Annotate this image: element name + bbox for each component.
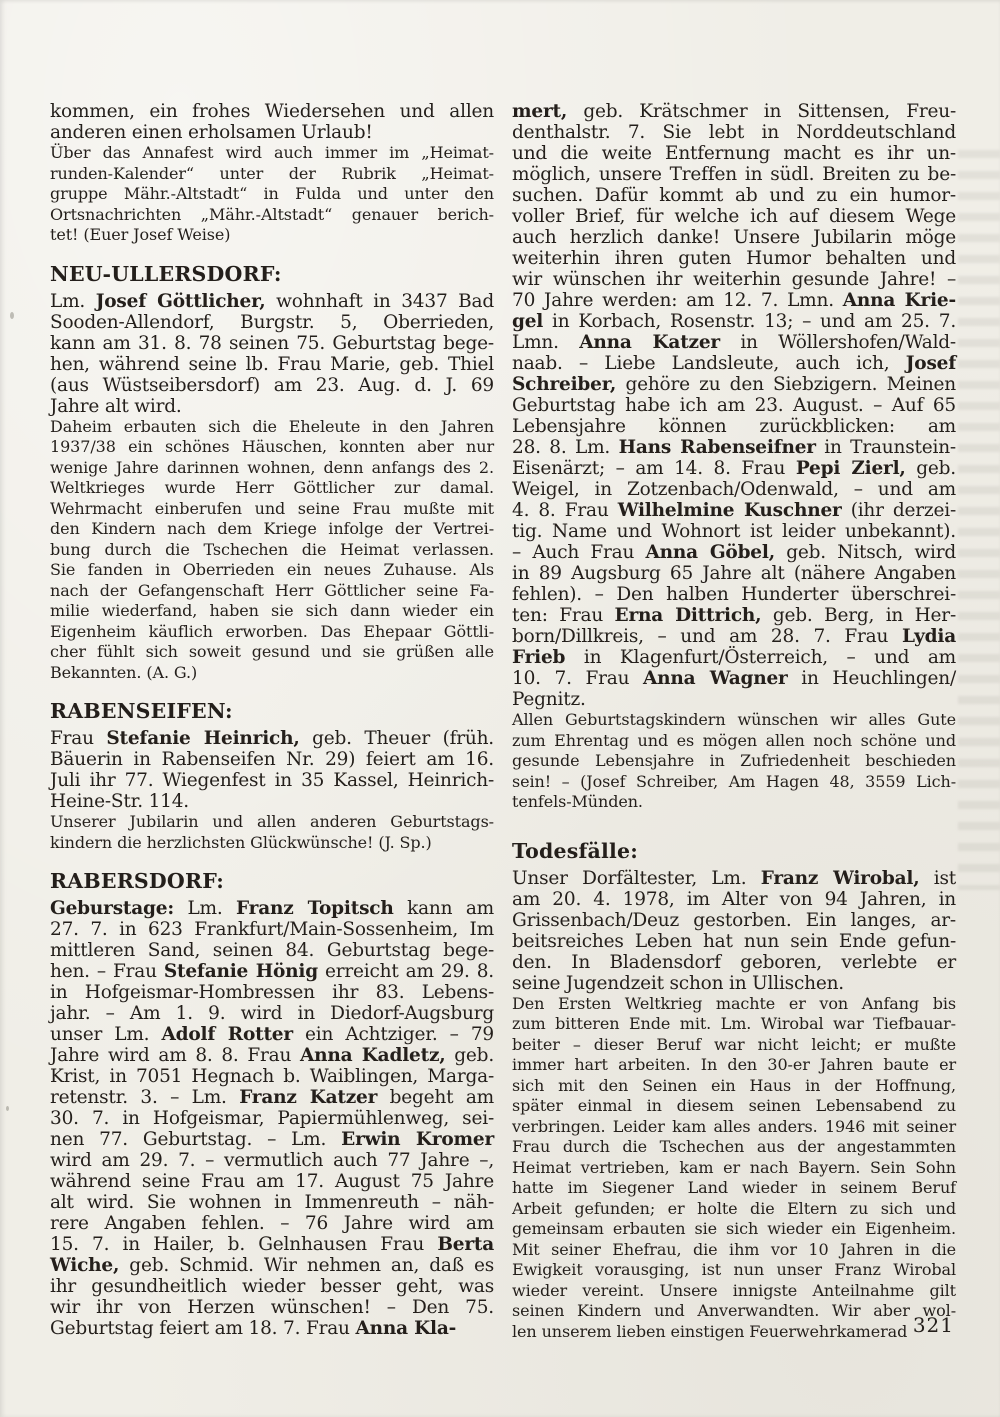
text-line: – Auch Frau Anna Göbel, geb. Nitsch, wird (512, 542, 956, 563)
page-number: 321 (912, 1313, 954, 1337)
text-line: Geburstage: Lm. Franz Topitsch kann am (50, 898, 494, 919)
text-line: verbringen. Leider kam alles anders. 1946 mit seiner (512, 1116, 956, 1136)
text-line: Juli ihr 77. Wiegenfest in 35 Kassel, Heinrich- (50, 770, 494, 791)
text-line: beitsreiches Leben hat nun sein Ende gefun- (512, 930, 956, 952)
left-text-column (50, 101, 494, 1339)
text-line: weiterhin ihren guten Humor behalten und (512, 248, 956, 269)
text-line: Unserer Jubilarin und allen anderen Geburtstags- (50, 812, 494, 831)
text-line: unser Lm. Adolf Rotter ein Achtziger. – 79 (50, 1024, 494, 1045)
text-line: in Hofgeismar-Hombressen ihr 83. Lebens- (50, 982, 494, 1003)
text-line: tet! (Euer Josef Weise) (50, 225, 231, 244)
text-line: Heimat vertrieben, kam er nach Bayern. Sein Sohn (512, 1157, 956, 1177)
paragraph (50, 291, 494, 417)
text-line: Bekannten. (A. G.) (50, 662, 198, 682)
right-text-column (512, 101, 956, 1342)
text-line: gruppe Mähr.-Altstadt“ in Fulda und unter den (50, 184, 494, 203)
text-line: Frau Stefanie Heinrich, geb. Theuer (früh. (50, 728, 494, 749)
text-line: born/Dillkreis, – und am 28. 7. Frau Lydia (512, 626, 956, 647)
text-line: gesunde Lebensjahre in Zufriedenheit beschieden (512, 751, 956, 770)
text-line: tenfels-Münden. (512, 792, 643, 811)
text-line: 30. 7. in Hofgeismar, Papiermühlenweg, sei- (50, 1108, 494, 1129)
text-line: kommen, ein frohes Wiedersehen und allen (50, 101, 494, 122)
text-line: wir wünschen ihr weiterhin gesunde Jahre! – (512, 269, 956, 290)
paragraph (512, 101, 956, 710)
text-line: Frieb in Klagenfurt/Österreich, – und am (512, 647, 956, 668)
text-line: sich mit den Seinen ein Haus in der Hoffnung, (512, 1075, 956, 1095)
text-line: runden-Kalender“ unter der Rubrik „Heimat- (50, 163, 494, 183)
text-line: Jahre wird am 8. 8. Frau Anna Kadletz, geb. (50, 1045, 495, 1066)
text-line: Ewigkeit vorausging, ist nun unser Franz Wirobal (512, 1260, 956, 1279)
paragraph (512, 994, 956, 1343)
text-line: mittleren Sand, seinen 84. Geburtstag bege- (50, 940, 494, 961)
text-line: Eigenheim käuflich erworben. Das Ehepaar Göttli- (50, 621, 494, 641)
text-line: tig. Name und Wohnort ist leider unbekannt). (512, 521, 956, 542)
text-line: hen. – Frau Stefanie Hönig erreicht am 29. 8. (50, 961, 494, 982)
text-line: den Kindern nach dem Kriege infolge der Vertrei- (50, 519, 494, 538)
text-line: Heine-Str. 114. (50, 791, 189, 812)
section-heading: Todesfälle: (512, 838, 638, 863)
text-line: Sooden-Allendorf, Burgstr. 5, Oberrieden, (50, 311, 494, 333)
text-line: sein! – (Josef Schreiber, Am Hagen 48, 3559 Lich- (512, 771, 956, 791)
text-line: fehlen). – Den halben Hunderter überschrei- (512, 584, 956, 605)
text-line: Sie fanden in Oberrieden ein neues Zuhause. Als (50, 560, 494, 579)
text-line: jahr. – Am 1. 9. wird in Diedorf-Augsburg (50, 1003, 494, 1024)
text-line: zum bitteren Ende mit. Lm. Wirobal war Tiefbauar- (512, 1014, 956, 1033)
text-line: Daheim erbauten sich die Eheleute in den Jahren (50, 416, 494, 436)
text-line: 70 Jahre werden: am 12. 7. Lmn. Anna Krie- (512, 290, 956, 311)
text-line: Weigel, in Zotzenbach/Odenwald, – und am (512, 479, 956, 500)
text-line: Allen Geburtstagskindern wünschen wir alles Gute (512, 710, 956, 729)
text-line: Krist, in 7051 Hegnach b. Waiblingen, Marga- (50, 1066, 494, 1087)
text-line: möglich, unsere Treffen in südl. Breiten zu be- (512, 164, 956, 185)
text-line: 28. 8. Lm. Hans Rabenseifner in Traunstein- (512, 437, 956, 458)
text-line: während seine Frau am 17. August 75 Jahre (50, 1171, 494, 1192)
text-line: beiter – dieser Beruf war nicht leicht; er mußte (512, 1034, 956, 1054)
paper-speck (10, 312, 14, 319)
text-line: Lmn. Anna Katzer in Wöllershofen/Wald- (512, 332, 956, 353)
paragraph (50, 417, 494, 684)
text-line: Ortsnachrichten „Mähr.-Altstadt“ genauer berich- (50, 204, 494, 224)
text-line: 1937/38 ein schönes Häuschen, konnten aber nur (50, 437, 494, 456)
text-line: Lebensjahre können zurückblicken: am (512, 416, 956, 437)
text-line: zum Ehrentag und es mögen allen noch schöne und (512, 730, 956, 750)
text-line: nach der Gefangenschaft Herr Göttlicher seine Fa- (50, 580, 494, 600)
text-line: ihr gesundheitlich wieder besser geht, was (50, 1276, 494, 1297)
text-line: seine Jugendzeit schon in Ullischen. (512, 972, 844, 994)
text-line: wir ihr von Herzen wünschen! – Den 75. (50, 1297, 494, 1318)
paragraph (50, 728, 494, 812)
paragraph (512, 710, 956, 813)
text-line: kann am 31. 8. 78 seinen 75. Geburtstag bege- (50, 332, 494, 354)
text-line: wieder vereint. Unsere innigste Anteilnahme gilt (512, 1280, 956, 1300)
text-line: retenstr. 3. – Lm. Franz Katzer begeht am (50, 1087, 494, 1108)
text-line: später einmal in diesem seinen Lebensabend zu (512, 1096, 956, 1115)
text-line: Mit seiner Ehefrau, die ihm vor 10 Jahren in die (512, 1239, 956, 1259)
text-line: voller Brief, für welche ich auf diesem Wege (512, 206, 956, 227)
text-line: nen 77. Geburtstag. – Lm. Erwin Kromer (50, 1129, 494, 1150)
text-line: cher fühlt sich soweit gesund und sie grüßen alle (50, 642, 494, 661)
text-line: naab. – Liebe Landsleute, auch ich, Josef (512, 353, 956, 374)
paragraph (50, 143, 494, 246)
bleedthrough-marks (958, 150, 1000, 890)
text-line: 27. 7. in 623 Frankfurt/Main-Sossenheim, Im (50, 919, 494, 940)
text-line: Geburtstag feiert am 18. 7. Frau Anna Kla- (50, 1318, 457, 1339)
text-line: gemeinsam erbauten sie sich wieder ein Eigenheim. (512, 1219, 956, 1238)
text-line: bung durch die Tschechen die Heimat verlassen. (50, 539, 494, 559)
text-line: hen, während seine lb. Frau Marie, geb. Thiel (50, 353, 494, 375)
text-line: hatte im Siegener Land wieder in seinem Beruf (512, 1178, 956, 1197)
section-heading: NEU-ULLERSDORF: (50, 261, 282, 286)
text-line: Bäuerin in Rabenseifen Nr. 29) feiert am 16. (50, 749, 494, 770)
paper-speck (6, 1106, 9, 1111)
text-line: wird am 29. 7. – vermutlich auch 77 Jahre –, (50, 1150, 494, 1171)
text-line: auch herzlich danke! Unsere Jubilarin möge (512, 227, 956, 248)
paragraph (50, 898, 494, 1339)
paragraph (50, 812, 494, 853)
paragraph (50, 101, 494, 143)
text-line: Geburtstag habe ich am 23. August. – Auf 65 (512, 395, 956, 416)
text-line: Arbeit gefunden; er holte die Eltern zu sich und (512, 1198, 956, 1218)
text-line: milie wiederfand, haben sie sich dann wieder ein (50, 601, 494, 620)
text-line: Frau durch die Tschechen aus der angestammten (512, 1137, 956, 1156)
text-line: und die weite Entfernung macht es ihr un- (512, 143, 956, 164)
text-line: (aus Wüstseibersdorf) am 23. Aug. d. J. 69 (50, 374, 494, 396)
text-line: Schreiber, gehöre zu den Siebzigern. Meinen (512, 374, 956, 395)
text-line: Wiche, geb. Schmid. Wir nehmen an, daß es (50, 1255, 494, 1276)
text-line: Unser Dorfältester, Lm. Franz Wirobal, ist (512, 867, 956, 889)
text-line: Grissenbach/Deuz gestorben. Ein langes, ar- (512, 909, 956, 931)
text-line: immer hart arbeiten. In den 30-er Jahren baute er (512, 1055, 956, 1074)
text-line: denthalstr. 7. Sie lebt in Norddeutschland (512, 122, 956, 143)
text-line: am 20. 4. 1978, im Alter von 94 Jahren, in (512, 888, 956, 910)
text-line: Pegnitz. (512, 689, 586, 710)
text-line: 4. 8. Frau Wilhelmine Kuschner (ihr derzei- (512, 500, 956, 521)
text-line: wenige Jahre darinnen wohnen, denn anfangs des 2. (50, 457, 494, 477)
text-line: Weltkrieges wurde Herr Göttlicher zur damal. (50, 478, 494, 497)
text-line: kindern die herzlichsten Glückwünsche! (J. Sp.) (50, 832, 432, 852)
text-line: rere Angaben fehlen. – 76 Jahre wird am (50, 1213, 494, 1234)
paragraph (512, 868, 956, 994)
text-line: seinen Kindern und Anverwandten. Wir aber wol- (512, 1301, 956, 1320)
text-line: Über das Annafest wird auch immer im „Heimat- (50, 143, 494, 162)
text-line: gel in Korbach, Rosenstr. 13; – und am 25. 7. (512, 311, 956, 332)
text-line: den. In Bladensdorf geboren, verlebte er (512, 951, 956, 973)
text-line: mert, geb. Krätschmer in Sittensen, Freu- (512, 101, 956, 122)
text-line: Jahre alt wird. (50, 395, 182, 417)
text-line: 15. 7. in Hailer, b. Gelnhausen Frau Berta (50, 1234, 494, 1255)
text-line: Eisenärzt; – am 14. 8. Frau Pepi Zierl, geb. (512, 458, 956, 479)
text-line: Den Ersten Weltkrieg machte er von Anfang bis (512, 993, 956, 1013)
text-line: Wehrmacht einberufen und seine Frau mußte mit (50, 498, 494, 518)
text-line: anderen einen erholsamen Urlaub! (50, 122, 373, 143)
section-heading: RABENSEIFEN: (50, 699, 233, 723)
text-line: ten: Frau Erna Dittrich, geb. Berg, in Her- (512, 605, 956, 626)
text-line: Lm. Josef Göttlicher, wohnhaft in 3437 Bad (50, 290, 494, 312)
section-heading: RABERSDORF: (50, 869, 224, 893)
text-line: alt wird. Sie wohnen in Immenreuth – näh- (50, 1192, 494, 1213)
text-line: in 89 Augsburg 65 Jahre alt (nähere Angaben (512, 563, 956, 584)
text-line: suchen. Dafür kommt ab und zu ein humor- (512, 185, 956, 206)
text-line: 10. 7. Frau Anna Wagner in Heuchlingen/ (512, 668, 956, 689)
text-line: len unserem lieben einstigen Feuerwehrkamerad (512, 1321, 908, 1341)
